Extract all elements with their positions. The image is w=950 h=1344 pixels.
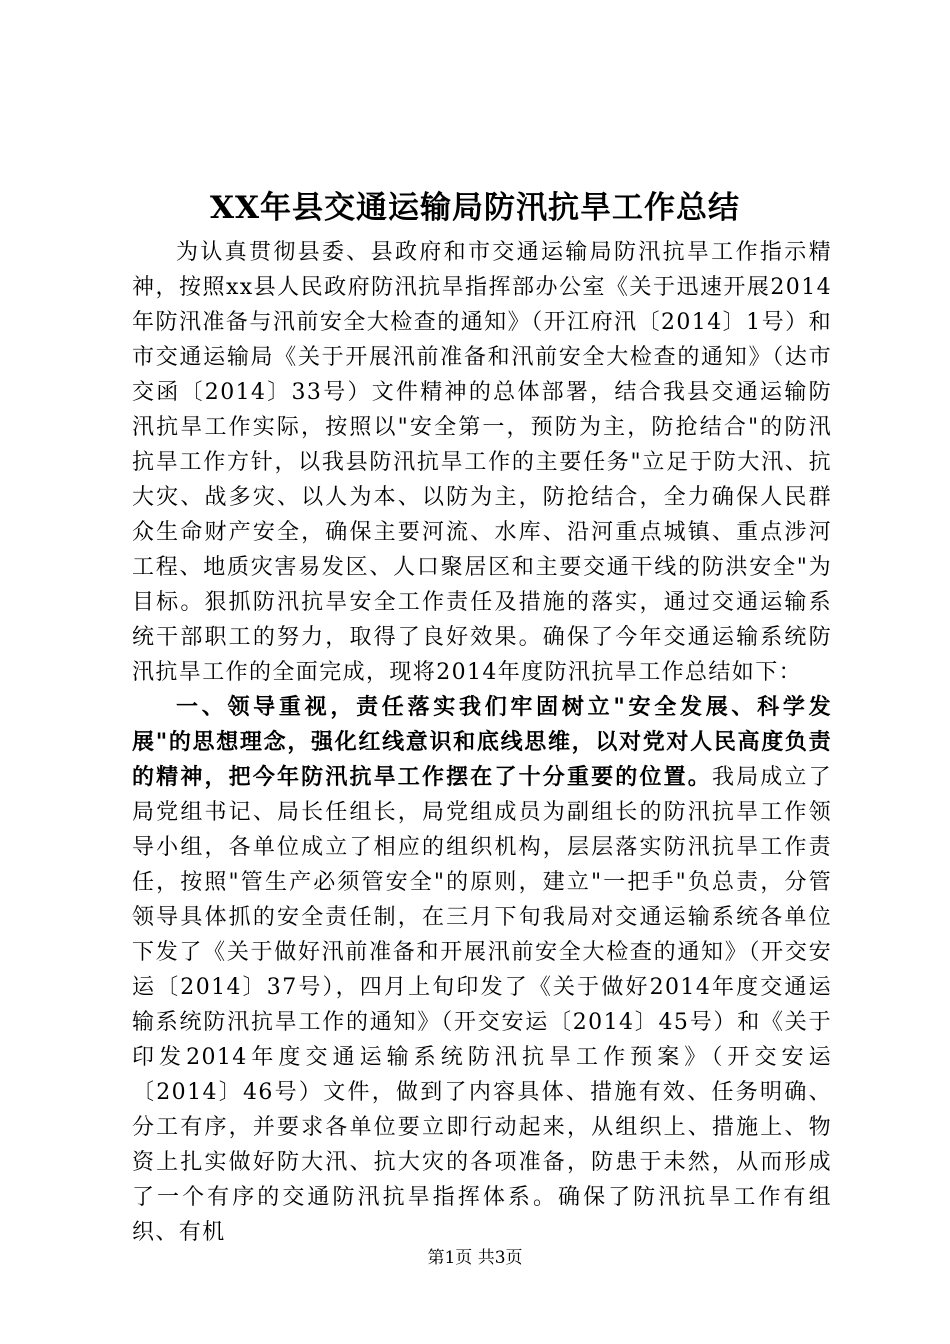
intro-paragraph: 为认真贯彻县委、县政府和市交通运输局防汛抗旱工作指示精神，按照xx县人民政府防汛抗旱指挥部办公室《关于迅速开展2014年防汛准备与汛前安全大检查的通知》（开江府汛〔2014〕1号）和市交通运输局《关于开展汛前准备和汛前安全大检查的通知》（达市交函〔2014〕33号）文件精神的总体部署，结合我县交通运输防汛抗旱工作实际，按照以"安全第一，预防为主，防抢结合"的防汛抗旱工作方针，以我县防汛抗旱工作的主要任务"立足于防大汛、抗大灾、战多灾、以人为本、以防为主，防抢结合，全力确保人民群众生命财产安全，确保主要河流、水库、沿河重点城镇、重点涉河工程、地质灾害易发区、人口聚居区和主要交通干线的防洪安全"为目标。狠抓防汛抗旱安全工作责任及措施的落实，通过交通运输系统干部职工的努力，取得了良好效果。确保了今年交通运输系统防汛抗旱工作的全面完成，现将2014年度防汛抗旱工作总结如下：	[132, 240, 832, 685]
section-1-paragraph	[132, 690, 832, 1250]
document-body	[132, 235, 832, 1250]
page-number: 第1页 共3页	[427, 1248, 523, 1268]
document-title: XX年县交通运输局防汛抗旱工作总结	[209, 190, 741, 226]
section-1-heading: 一、领导重视，责任落实我们牢固树立"安全发展、科学发展"的思想理念，强化红线意识和底线思维，以对党对人民高度负责的精神，把今年防汛抗旱工作摆在了十分重要的位置。	[132, 694, 832, 790]
section-1-body: 我局成立了局党组书记、局长任组长，局党组成员为副组长的防汛抗旱工作领导小组，各单位成立了相应的组织机构，层层落实防汛抗旱工作责任，按照"管生产必须管安全"的原则，建立"一把手"负总责，分管领导具体抓的安全责任制，在三月下旬我局对交通运输系统各单位下发了《关于做好汛前准备和开展汛前安全大检查的通知》（开交安运〔2014〕37号），四月上旬印发了《关于做好2014年度交通运输系统防汛抗旱工作的通知》（开交安运〔2014〕45号）和《关于印发2014年度交通运输系统防汛抗旱工作预案》（开交安运〔2014〕46号）文件，做到了内容具体、措施有效、任务明确、分工有序，并要求各单位要立即行动起来，从组织上、措施上、物资上扎实做好防大汛、抗大灾的各项准备，防患于未然，从而形成了一个有序的交通防汛抗旱指挥体系。确保了防汛抗旱工作有组织、有机	[132, 765, 832, 1245]
